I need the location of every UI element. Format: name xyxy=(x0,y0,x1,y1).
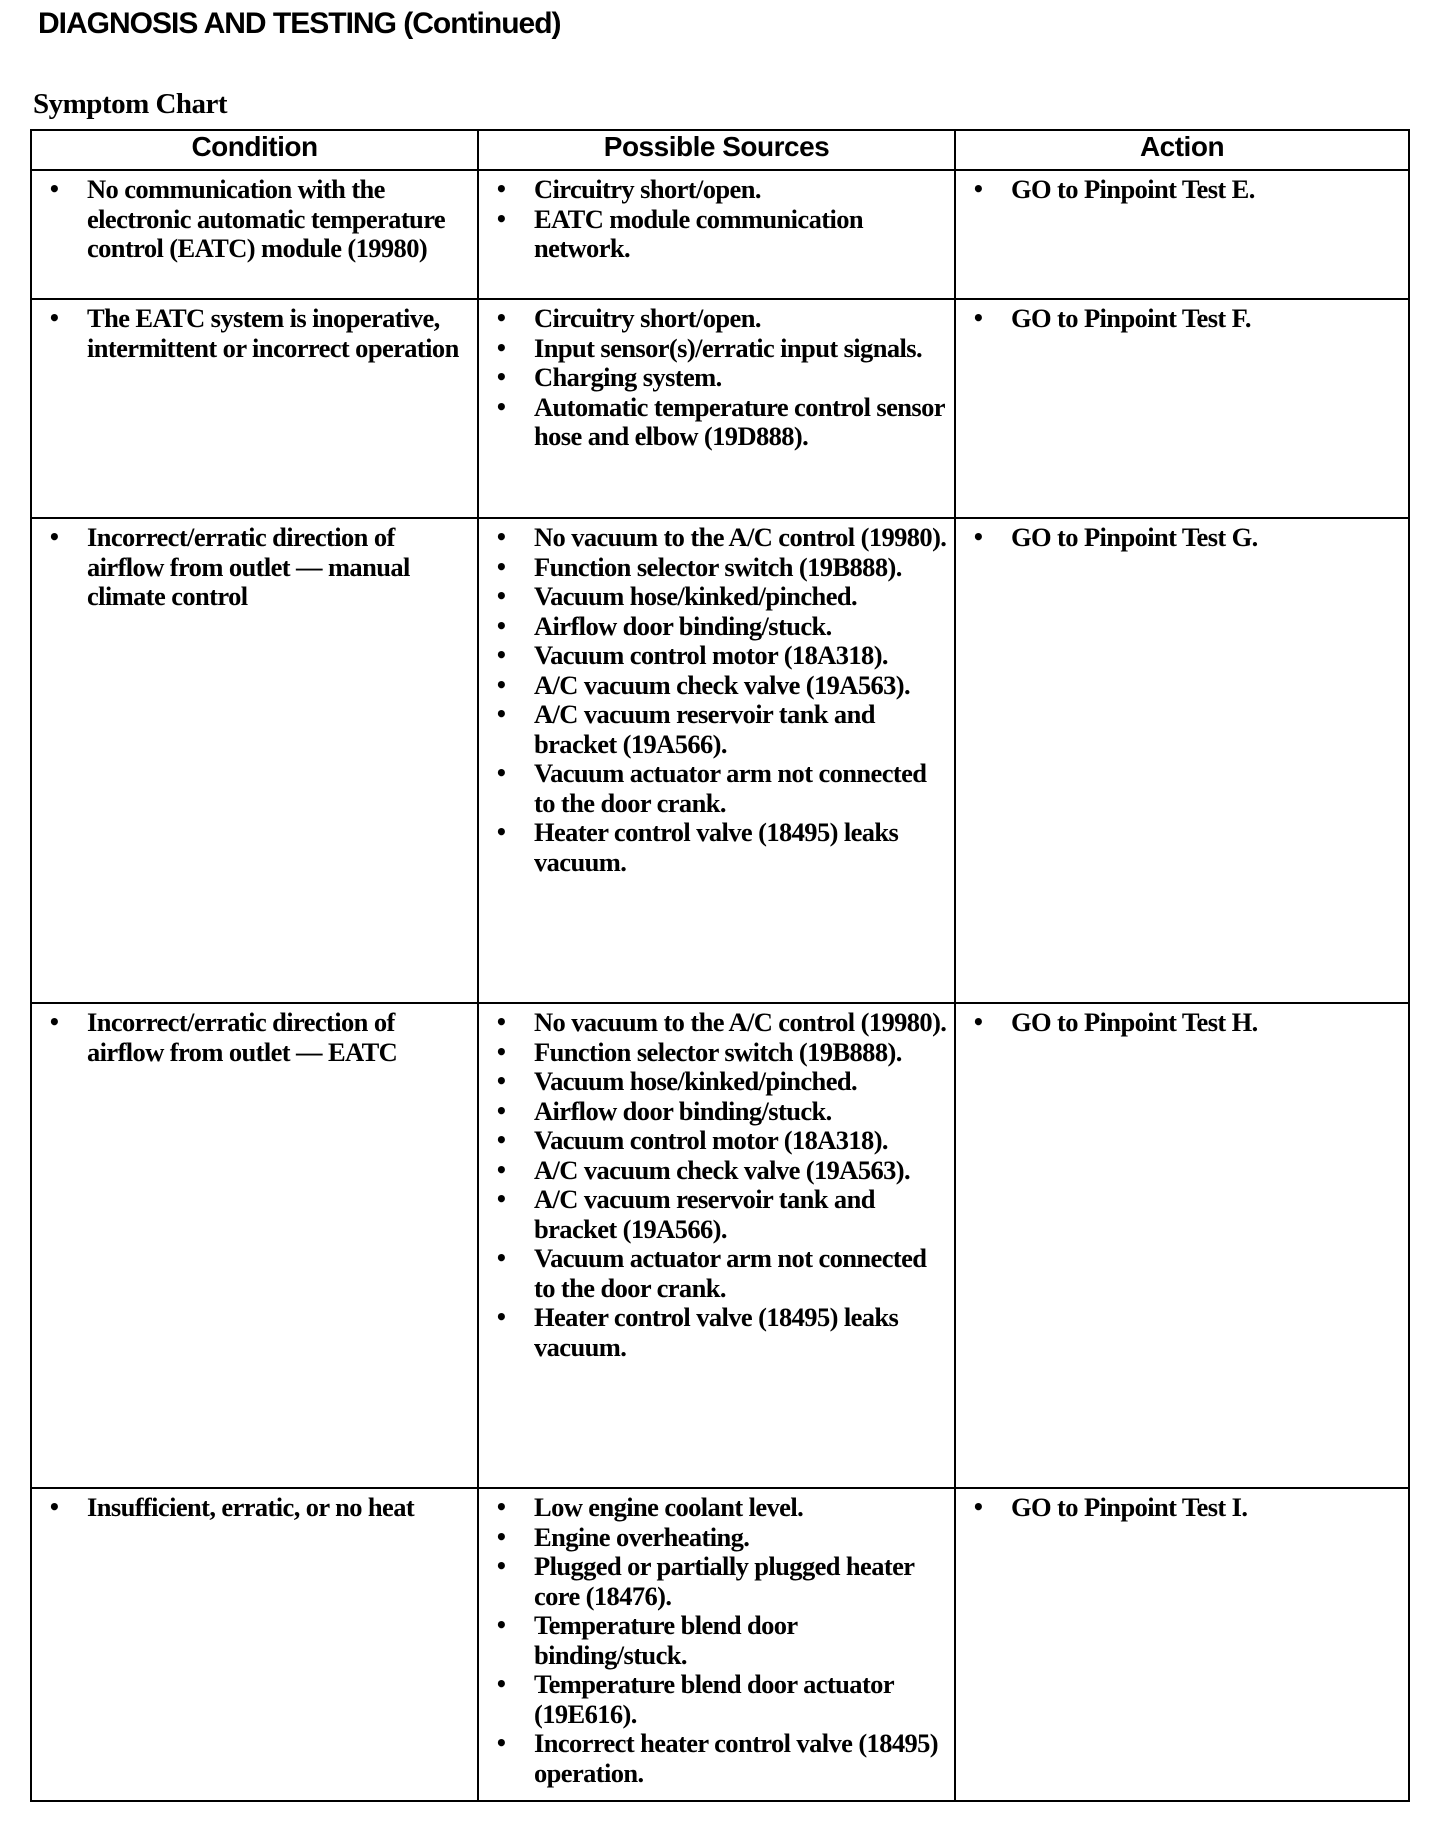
column-header-action: Action xyxy=(955,130,1409,170)
possible-sources-cell xyxy=(478,170,955,299)
condition-list xyxy=(44,1008,471,1067)
action-list xyxy=(968,304,1402,334)
condition-cell xyxy=(31,299,478,518)
possible-sources-list xyxy=(491,1493,948,1788)
table-header-row xyxy=(31,130,1409,170)
list-item: • Input sensor(s)/erratic input signals. xyxy=(491,334,948,364)
action-cell xyxy=(955,170,1409,299)
list-item: • No vacuum to the A/C control (19980). xyxy=(491,1008,948,1038)
condition-cell xyxy=(31,1488,478,1801)
list-item: • A/C vacuum check valve (19A563). xyxy=(491,671,948,701)
symptom-chart-table xyxy=(30,129,1410,1802)
possible-sources-list xyxy=(491,175,948,264)
list-item: • Heater control valve (18495) leaks vacuum. xyxy=(491,1303,948,1362)
list-item: • A/C vacuum check valve (19A563). xyxy=(491,1156,948,1186)
list-item: • Incorrect heater control valve (18495) operation. xyxy=(491,1729,948,1788)
list-item: • The EATC system is inoperative, intermittent or incorrect operation xyxy=(44,304,471,363)
table-row xyxy=(31,518,1409,1003)
list-item: • Incorrect/erratic direction of airflow from outlet — EATC xyxy=(44,1008,471,1067)
list-item: • Temperature blend door binding/stuck. xyxy=(491,1611,948,1670)
possible-sources-cell xyxy=(478,1488,955,1801)
list-item: • GO to Pinpoint Test F. xyxy=(968,304,1402,334)
list-item: • No communication with the electronic automatic temperature control (EATC) module (19980) xyxy=(44,175,471,264)
list-item: • Incorrect/erratic direction of airflow from outlet — manual climate control xyxy=(44,523,471,612)
list-item: • Vacuum control motor (18A318). xyxy=(491,641,948,671)
section-title: Symptom Chart xyxy=(33,88,228,120)
list-item: • GO to Pinpoint Test E. xyxy=(968,175,1402,205)
list-item: • Airflow door binding/stuck. xyxy=(491,612,948,642)
list-item: • Temperature blend door actuator (19E616). xyxy=(491,1670,948,1729)
list-item: • Vacuum actuator arm not connected to the door crank. xyxy=(491,1244,948,1303)
list-item: • GO to Pinpoint Test H. xyxy=(968,1008,1402,1038)
table-row xyxy=(31,299,1409,518)
list-item: • Engine overheating. xyxy=(491,1523,948,1553)
condition-list xyxy=(44,304,471,363)
possible-sources-list xyxy=(491,523,948,877)
list-item: • GO to Pinpoint Test G. xyxy=(968,523,1402,553)
possible-sources-list xyxy=(491,304,948,452)
list-item: • Function selector switch (19B888). xyxy=(491,1038,948,1068)
list-item: • Automatic temperature control sensor hose and elbow (19D888). xyxy=(491,393,948,452)
condition-list xyxy=(44,1493,471,1523)
list-item: • Low engine coolant level. xyxy=(491,1493,948,1523)
list-item: • A/C vacuum reservoir tank and bracket (19A566). xyxy=(491,700,948,759)
column-header-condition: Condition xyxy=(31,130,478,170)
action-list xyxy=(968,175,1402,205)
list-item: • EATC module communication network. xyxy=(491,205,948,264)
list-item: • Circuitry short/open. xyxy=(491,175,948,205)
condition-cell xyxy=(31,170,478,299)
action-cell xyxy=(955,518,1409,1003)
table-row xyxy=(31,170,1409,299)
action-cell xyxy=(955,1003,1409,1488)
action-list xyxy=(968,1493,1402,1523)
list-item: • Charging system. xyxy=(491,363,948,393)
list-item: • Airflow door binding/stuck. xyxy=(491,1097,948,1127)
action-list xyxy=(968,1008,1402,1038)
column-header-possible-sources: Possible Sources xyxy=(478,130,955,170)
possible-sources-cell xyxy=(478,518,955,1003)
condition-list xyxy=(44,175,471,264)
page-header: DIAGNOSIS AND TESTING (Continued) xyxy=(38,7,561,40)
possible-sources-list xyxy=(491,1008,948,1362)
table-body xyxy=(31,170,1409,1801)
condition-cell xyxy=(31,518,478,1003)
list-item: • GO to Pinpoint Test I. xyxy=(968,1493,1402,1523)
table-row xyxy=(31,1488,1409,1801)
list-item: • Vacuum actuator arm not connected to the door crank. xyxy=(491,759,948,818)
list-item: • A/C vacuum reservoir tank and bracket (19A566). xyxy=(491,1185,948,1244)
table-row xyxy=(31,1003,1409,1488)
condition-list xyxy=(44,523,471,612)
condition-cell xyxy=(31,1003,478,1488)
list-item: • Plugged or partially plugged heater core (18476). xyxy=(491,1552,948,1611)
list-item: • Vacuum hose/kinked/pinched. xyxy=(491,1067,948,1097)
list-item: • Vacuum hose/kinked/pinched. xyxy=(491,582,948,612)
list-item: • Vacuum control motor (18A318). xyxy=(491,1126,948,1156)
possible-sources-cell xyxy=(478,1003,955,1488)
list-item: • Insufficient, erratic, or no heat xyxy=(44,1493,471,1523)
list-item: • Heater control valve (18495) leaks vacuum. xyxy=(491,818,948,877)
action-cell xyxy=(955,299,1409,518)
list-item: • No vacuum to the A/C control (19980). xyxy=(491,523,948,553)
list-item: • Function selector switch (19B888). xyxy=(491,553,948,583)
list-item: • Circuitry short/open. xyxy=(491,304,948,334)
possible-sources-cell xyxy=(478,299,955,518)
action-list xyxy=(968,523,1402,553)
action-cell xyxy=(955,1488,1409,1801)
